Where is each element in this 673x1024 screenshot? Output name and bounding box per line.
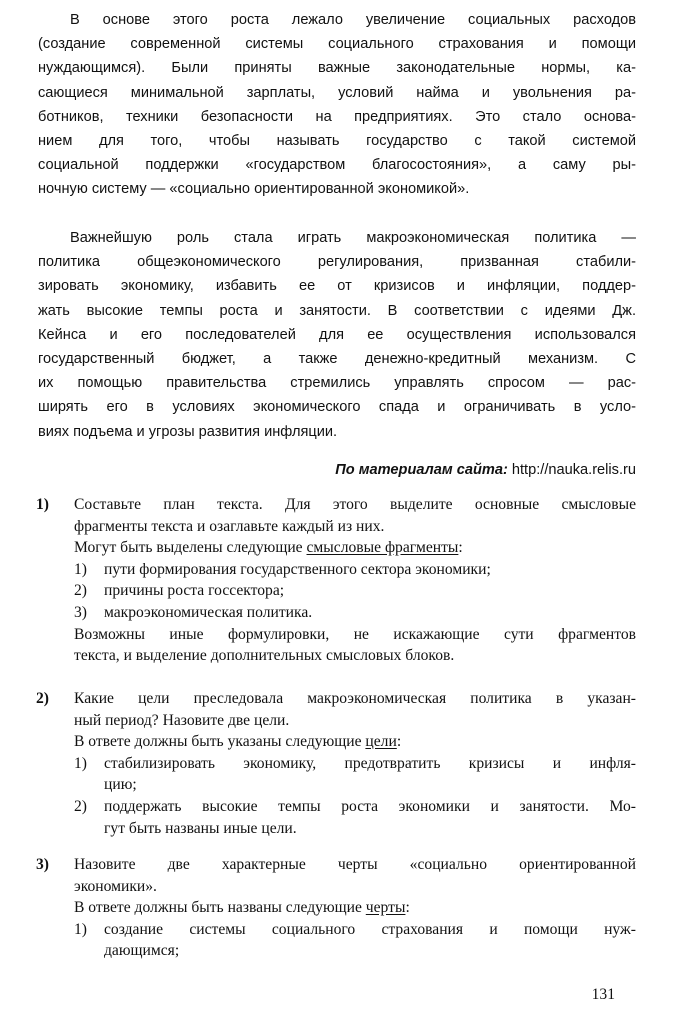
body-paragraph-1 [38,8,636,202]
answer-note: текста, и выделение дополнительных смысловых блоков. [74,647,455,665]
text-line: ночную систему — «социально ориентированной экономикой». [38,181,470,198]
answer-item: 2) поддержать высокие темпы роста экономики и занятости. Мо- гут быть названы иные цели. [74,797,636,837]
text-line: зировать экономику, избавить ее от кризисов и инфляции, поддер- [38,278,636,295]
text-line: ширять его в условиях экономического спада и ограничивать в усло- [38,399,636,416]
question-number: 2) [36,690,49,707]
question-text: ный период? Назовите две цели. [74,711,290,729]
answer-item: 1) стабилизировать экономику, предотвратить кризисы и инфля- цию; [74,754,636,794]
answer-item: 1) пути формирования государственного сектора экономики; [74,560,491,578]
question-number: 1) [36,496,49,513]
text-line: сающиеся минимальной зарплаты, условий найма и увольнения ра- [38,84,636,101]
source-label: По материалам сайта: [335,462,508,478]
source-attribution [335,458,636,482]
text-line: (создание современной системы социального страхования и помощи [38,36,636,53]
answer-item: 1) создание системы социального страхования и помощи нуж- дающимся; [74,920,636,960]
text-line: Важнейшую роль стала играть макроэкономическая политика — [70,230,636,246]
question-number: 3) [36,856,49,873]
answer-intro: В ответе должны быть названы следующие черты: [74,899,410,917]
source-url: http://nauka.relis.ru [511,462,636,478]
text-line: политика общеэкономического регулирования, призванная стабили- [38,254,636,271]
page-number: 131 [591,986,615,1003]
text-line: государственный бюджет, а также денежно-кредитный механизм. С [38,351,636,368]
text-line: виях подъема и угрозы развития инфляции. [38,423,338,440]
text-line: В основе этого роста лежало увеличение социальных расходов [70,12,636,28]
text-line: ботников, техники безопасности на предприятиях. Это стало основа- [38,108,636,125]
question-text: фрагменты текста и озаглавьте каждый из них. [74,517,385,535]
question-text: экономики». [74,877,157,895]
answer-item: 3) макроэкономическая политика. [74,603,313,621]
body-paragraph-2 [38,226,636,444]
answer-key-term: смысловые фрагменты [306,539,459,557]
question-block-2 [36,688,636,839]
answer-note: Возможны иные формулировки, не искажающие сути фрагментов [74,625,636,643]
answer-key-term: черты [365,899,406,917]
question-block-1 [36,494,636,667]
answer-intro: Могут быть выделены следующие смысловые фрагменты: [74,539,463,557]
answer-item: 2) причины роста госсектора; [74,582,285,600]
text-line: нием для того, чтобы называть государство с такой системой [38,133,636,150]
question-text: Какие цели преследовала макроэкономическая политика в указан- [74,690,636,707]
question-text: Составьте план текста. Для этого выделите основные смысловые [74,496,636,513]
text-line: нуждающимся). Были приняты важные законодательные нормы, ка- [38,60,636,77]
answer-intro: В ответе должны быть указаны следующие цели: [74,733,402,751]
answer-key-term: цели [365,733,397,751]
text-line: их помощью правительства стремились управлять спросом — рас- [38,375,636,392]
text-line: жать высокие темпы роста и занятости. В соответствии с идеями Дж. [38,302,636,319]
question-block-3 [36,854,636,962]
question-text: Назовите две характерные черты «социально ориентированной [74,856,636,873]
text-line: социальной поддержки «государством благосостояния», а саму ры- [38,157,636,174]
text-line: Кейнса и его последователей для ее осуществления использовался [38,326,636,343]
